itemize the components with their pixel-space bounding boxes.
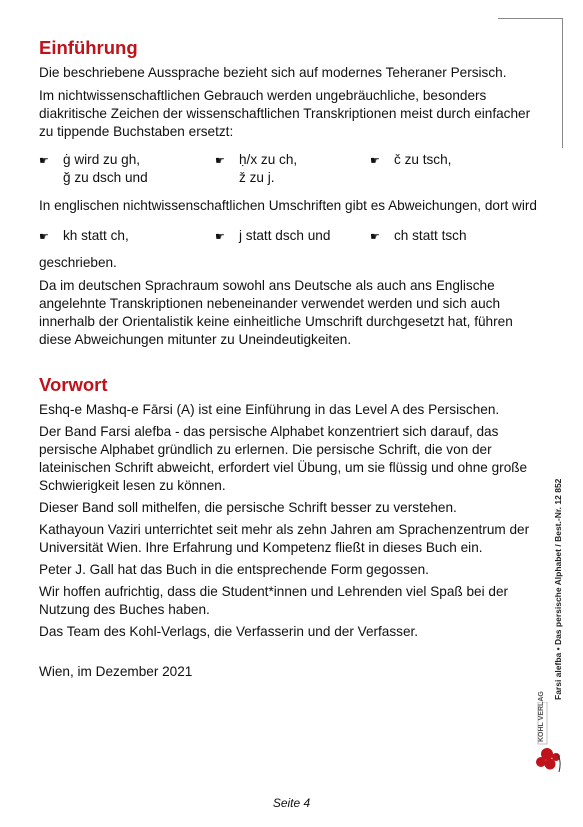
preface-paragraph: Der Band Farsi alefba - das persische Alphabet konzentriert sich darauf, das persische Alphabet gründlich zu erlernen. Die persische Schrift, die von der lateinischen Schrift abweicht, erfordert viel Übung, um sie flüssig und ohne große Schwierigkeit lesen zu können. (39, 424, 528, 493)
pointing-hand-icon: ☛ (39, 155, 49, 167)
preface-paragraph: Kathayoun Vaziri unterrichtet seit mehr als zehn Jahren am Sprachenzentrum der Universität Wien. Ihre Erfahrung und Kompetenz fließt in dieses Buch ein. (39, 522, 530, 555)
list-item: ğ zu dsch und (63, 170, 148, 185)
crop-mark-horizontal (498, 18, 563, 19)
intro-paragraph-5: Da im deutschen Sprachraum sowohl ans Deutsche als auch ans Englische angelehnte Transkriptionen nebeneinander verwendet werden und sich auch innerhalb der Orientalistik keine einheitliche Umschrift durchgesetzt hat, führen diese Abweichungen mitunter zu Uneindeutigkeiten. (39, 278, 513, 347)
preface-paragraph: Eshq-e Mashq-e Fārsi (A) ist eine Einführung in das Level A des Persischen. (39, 402, 500, 417)
pointing-hand-icon: ☛ (370, 155, 380, 167)
list-item: ☛ ch statt tsch (370, 227, 467, 246)
preface-paragraph: Dieser Band soll mithelfen, die persische Schrift besser zu verstehen. (39, 500, 457, 515)
section-title-intro: Einführung (39, 37, 138, 58)
bullet-row (39, 227, 539, 245)
bullet-list-transcription (39, 151, 539, 187)
bullet-list-english (39, 227, 539, 245)
intro-paragraph-3: In englischen nichtwissenschaftlichen Umschriften gibt es Abweichungen, dort wird (39, 198, 537, 213)
page-number: Seite 4 (272, 796, 311, 810)
list-item: ☛ j statt dsch und (215, 227, 330, 246)
list-item: ☛ kh statt ch, (39, 227, 129, 246)
pointing-hand-icon: ☛ (215, 231, 225, 243)
page-content (39, 36, 539, 681)
preface-paragraph: Das Team des Kohl-Verlags, die Verfasserin und der Verfasser. (39, 624, 419, 639)
pointing-hand-icon: ☛ (370, 231, 380, 243)
section-title-preface: Vorwort (39, 374, 108, 395)
list-item: ☛ č zu tsch, (370, 151, 451, 170)
intro-paragraph-1: Die beschriebene Aussprache bezieht sich auf modernes Teheraner Persisch. (39, 65, 507, 80)
bullet-row (39, 169, 539, 187)
signoff: Wien, im Dezember 2021 (39, 664, 193, 679)
logo-text: KOHL VERLAG (538, 691, 545, 742)
list-item: ž zu j. (239, 170, 275, 185)
pointing-hand-icon: ☛ (39, 231, 49, 243)
intro-paragraph-2: Im nichtwissenschaftlichen Gebrauch werden ungebräuchliche, besonders diakritische Zeichen der wissenschaftlichen Transkriptionen meist durch einfacher zu tippende Buchstaben ersetzt: (39, 88, 531, 139)
pointing-hand-icon: ☛ (215, 155, 225, 167)
list-item: ☛ ġ wird zu gh, (39, 151, 140, 170)
preface-paragraph: Wir hoffen aufrichtig, dass die Student*innen und Lehrenden viel Spaß bei der Nutzung des Buches haben. (39, 584, 509, 617)
sidebar-book-info: Farsi alefba • Das persische Alphabet / Best.-Nr. 12 852 (553, 478, 563, 700)
bullet-row (39, 151, 539, 169)
list-item: ☛ ḥ/x zu ch, (215, 151, 297, 170)
crop-mark-vertical (562, 18, 563, 148)
intro-paragraph-4: geschrieben. (39, 255, 117, 270)
preface-paragraph: Peter J. Gall hat das Buch in die entsprechende Form gegossen. (39, 562, 429, 577)
